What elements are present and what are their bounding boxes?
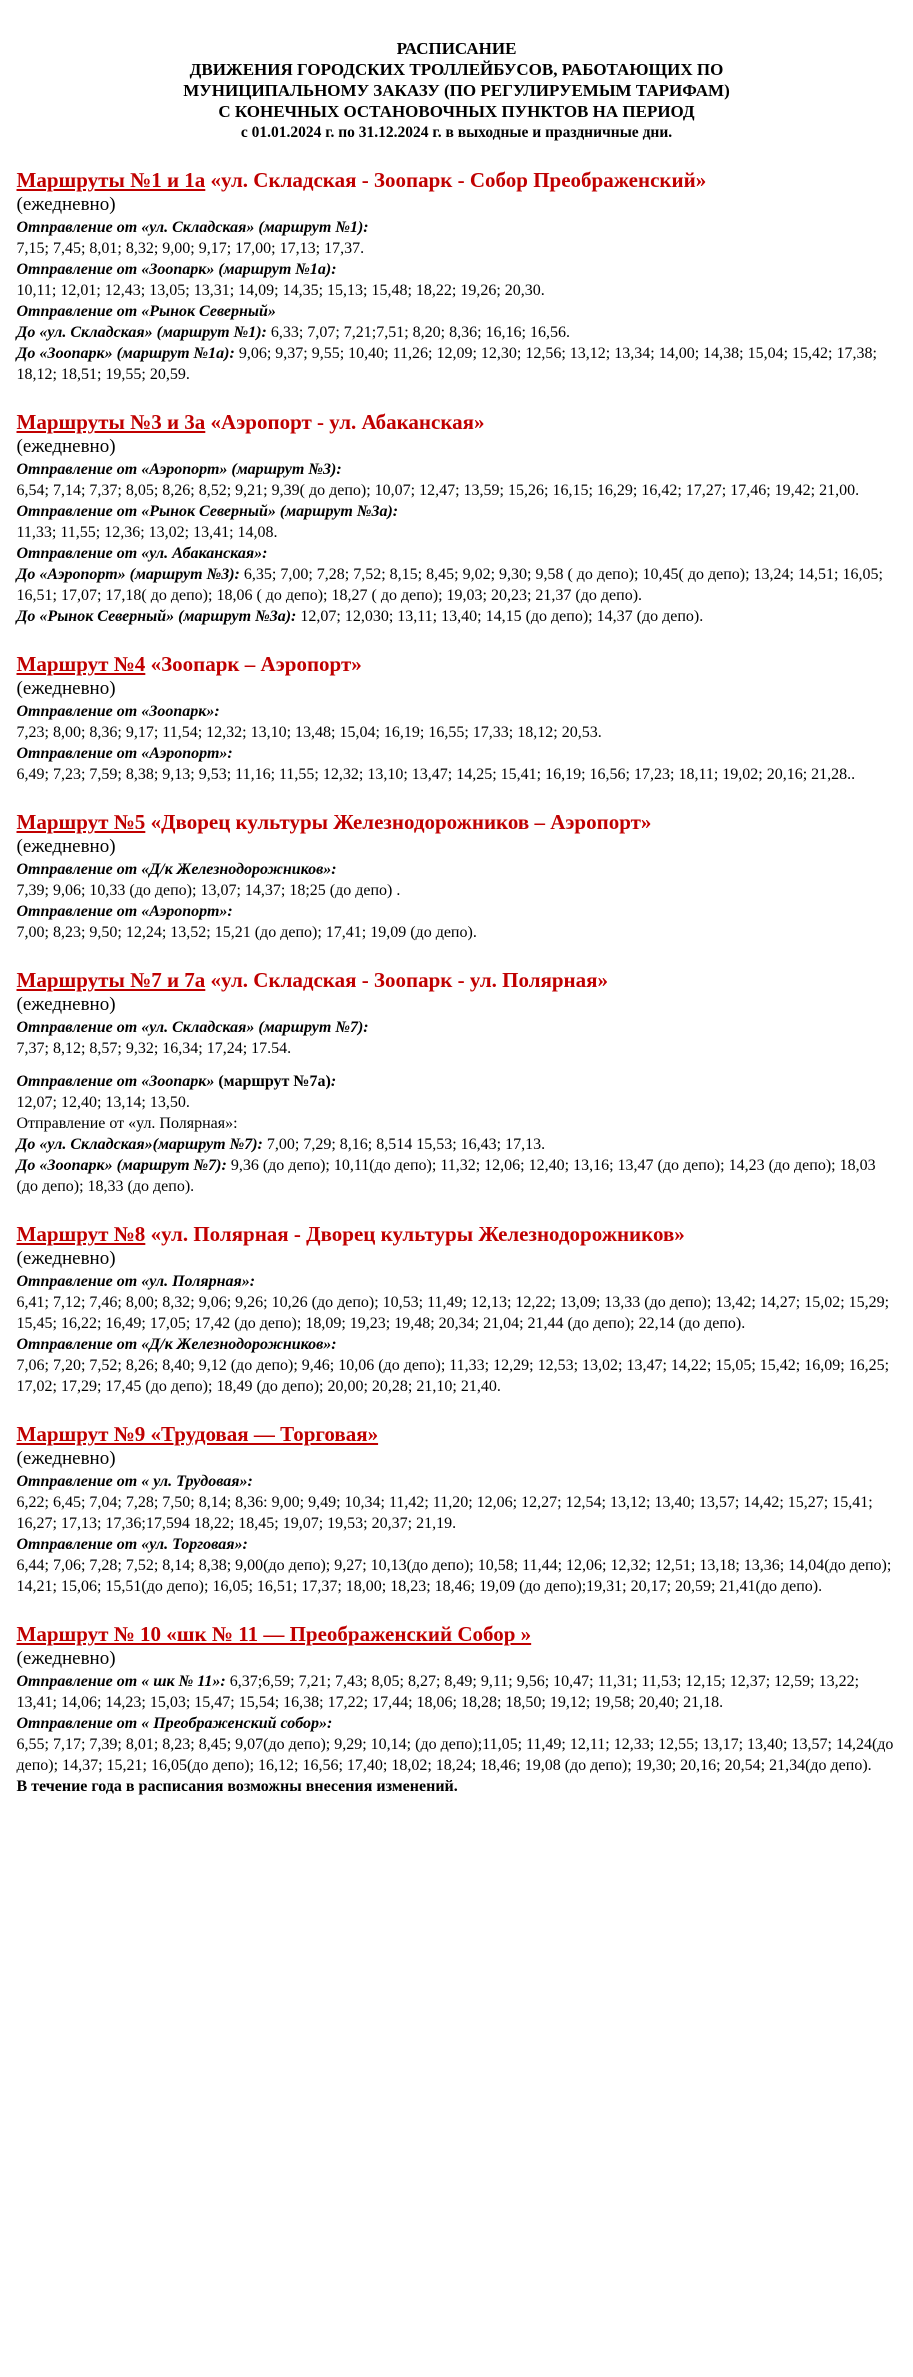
route-5-name: Маршрут №5 — [16, 810, 146, 834]
route-10-times-1: 6,37;6,59; 7,21; 7,43; 8,05; 8,27; 8,49; 9,11; 9,56; 10,47; 11,31; 11,53; 12,15; 12,37; 12,59; 13,22; 13,41; 14,06; 14,23; 15,03; 15,47; 15,54; 16,38; 17,22; 17,44; 18,06; 18,28; 18,50; 19,12; 19,58; 20,40; 21,18. — [16, 1673, 860, 1711]
route-7-line-5 — [17, 1155, 897, 1197]
route-3-line-4 — [17, 564, 897, 606]
route-8-times-1: 6,41; 7,12; 7,46; 8,00; 8,32; 9,06; 9,26; 10,26 (до депо); 10,53; 11,49; 12,13; 12,22; 13,09; 13,33 (до депо); 13,42; 14,27; 15,02; 15,29; 15,45; 16,22; 16,49; 17,05; 17,42 (до депо); 18,09; 19,23; 19,48; 20,34; 21,04; 21,44 (до депо); 22,14 (до депо). — [16, 1294, 890, 1332]
route-7-times-4: 7,00; 7,29; 8,16; 8,514 15,53; 16,43; 17,13. — [266, 1136, 546, 1153]
route-7-departure-2-b: (маршрут №7а) — [214, 1073, 331, 1090]
route-10-times-2: 6,55; 7,17; 7,39; 8,01; 8,23; 8,45; 9,07(до депо); 9,29; 10,14; (до депо);11,05; 11,49; 12,11; 12,33; 12,55; 13,17; 13,40; 13,57; 14,24(до депо); 14,37; 15,21; 16,05(до депо); 16,12; 16,56; 17,40; 18,02; 18,24; 18,46; 19,08 (до депо); 19,30; 20,16; 20,54; 21,34(до депо). — [16, 1736, 894, 1774]
route-1-name: Маршруты №1 и 1а — [16, 168, 206, 192]
route-1-times-2: 10,11; 12,01; 12,43; 13,05; 13,31; 14,09; 14,35; 15,13; 15,48; 18,22; 19,26; 20,30. — [16, 282, 545, 299]
route-3-departure-4: До «Аэропорт» (маршрут №3): — [16, 566, 240, 583]
route-1-departure-4: До «ул. Складская» (маршрут №1): — [16, 324, 267, 341]
route-1-departure-5: До «Зоопарк» (маршрут №1а): — [16, 345, 235, 362]
route-3-line-5 — [17, 606, 897, 627]
route-9-departure-2: Отправление от «ул. Торговая»: — [16, 1536, 248, 1553]
route-1-line-5 — [17, 343, 897, 385]
route-7-departure-4: До «ул. Складская»(маршрут №7): — [16, 1136, 263, 1153]
route-5-path: «Дворец культуры Железнодорожников – Аэропорт» — [150, 810, 652, 834]
route-3-departure-5: До «Рынок Северный» (маршрут №3а): — [16, 608, 297, 625]
route-1-departure-3: Отправление от «Рынок Северный» — [16, 303, 276, 320]
route-10-departure-1: Отправление от « шк № 11»: — [16, 1673, 226, 1690]
route-7-path: «ул. Складская - Зоопарк - ул. Полярная» — [210, 968, 608, 992]
footer-note: В течение года в расписания возможны внесения изменений. — [16, 1778, 458, 1795]
route-1-path: «ул. Складская - Зоопарк - Собор Преображенский» — [210, 168, 707, 192]
route-7-times-5: 9,36 (до депо); 10,11(до депо); 11,32; 12,06; 12,40; 13,16; 13,47 (до депо); 14,23 (до депо); 18,03 (до депо); 18,33 (до депо). — [16, 1157, 876, 1195]
route-7-departure-5: До «Зоопарк» (маршрут №7): — [16, 1157, 227, 1174]
route-1-times-1: 7,15; 7,45; 8,01; 8,32; 9,00; 9,17; 17,00; 17,13; 17,37. — [16, 240, 365, 257]
route-7-departure-2-c: : — [330, 1073, 337, 1090]
route-8-daily: (ежедневно) — [16, 1248, 116, 1269]
route-3-path: «Аэропорт - ул. Абаканская» — [210, 410, 485, 434]
header-line-2: ДВИЖЕНИЯ ГОРОДСКИХ ТРОЛЛЕЙБУСОВ, РАБОТАЮЩИХ ПО — [189, 60, 724, 79]
route-7-departure-1: Отправление от «ул. Складская» (маршрут №7): — [16, 1019, 369, 1036]
route-7-departure-2 — [17, 1071, 897, 1092]
route-10-daily: (ежедневно) — [16, 1648, 116, 1669]
route-3-times-1: 6,54; 7,14; 7,37; 8,05; 8,26; 8,52; 9,21; 9,39( до депо); 10,07; 12,47; 13,59; 15,26; 16,15; 16,29; 16,42; 17,27; 17,46; 19,42; 21,00. — [16, 482, 860, 499]
route-8-departure-2: Отправление от «Д/к Железнодорожников»: — [16, 1336, 337, 1353]
route-4-section — [17, 651, 897, 785]
route-8-name: Маршрут №8 — [16, 1222, 146, 1246]
route-4-title — [17, 651, 897, 677]
route-3-title — [17, 409, 897, 435]
route-9-title — [17, 1421, 897, 1447]
route-5-times-2: 7,00; 8,23; 9,50; 12,24; 13,52; 15,21 (до депо); 17,41; 19,09 (до депо). — [16, 924, 477, 941]
route-3-departure-2: Отправление от «Рынок Северный» (маршрут №3а): — [16, 503, 399, 520]
route-3-daily: (ежедневно) — [16, 436, 116, 457]
route-7-section — [17, 967, 897, 1197]
route-9-section — [17, 1421, 897, 1597]
route-8-path: «ул. Полярная - Дворец культуры Железнодорожников» — [150, 1222, 685, 1246]
route-4-path: «Зоопарк – Аэропорт» — [150, 652, 362, 676]
route-8-section — [17, 1221, 897, 1397]
schedule-document — [17, 0, 897, 1797]
route-10-name: Маршрут № 10 «шк № 11 — Преображенский Собор » — [16, 1622, 532, 1646]
route-10-departure-2: Отправление от « Преображенский собор»: — [16, 1715, 333, 1732]
route-1-daily: (ежедневно) — [16, 194, 116, 215]
route-5-departure-1: Отправление от «Д/к Железнодорожников»: — [16, 861, 337, 878]
route-7-name: Маршруты №7 и 7а — [16, 968, 206, 992]
route-3-times-2: 11,33; 11,55; 12,36; 13,02; 13,41; 14,08. — [16, 524, 278, 541]
route-3-departure-1: Отправление от «Аэропорт» (маршрут №3): — [16, 461, 342, 478]
route-5-departure-2: Отправление от «Аэропорт»: — [16, 903, 233, 920]
route-7-departure-3: Отправление от «ул. Полярная»: — [16, 1115, 238, 1132]
header-line-3: МУНИЦИПАЛЬНОМУ ЗАКАЗУ (ПО РЕГУЛИРУЕМЫМ ТАРИФАМ) — [183, 81, 730, 100]
route-1-line-4 — [17, 322, 897, 343]
route-3-times-5: 12,07; 12,030; 13,11; 13,40; 14,15 (до депо); 14,37 (до депо). — [300, 608, 704, 625]
route-9-times-2: 6,44; 7,06; 7,28; 7,52; 8,14; 8,38; 9,00(до депо); 9,27; 10,13(до депо); 10,58; 11,44; 12,06; 12,32; 12,51; 13,18; 13,36; 14,04(до депо); 14,21; 15,06; 15,51(до депо); 16,05; 16,51; 17,37; 18,00; 18,23; 18,46; 19,09 (до депо);19,31; 20,17; 20,59; 21,41(до депо). — [16, 1557, 892, 1595]
route-9-departure-1: Отправление от « ул. Трудовая»: — [16, 1473, 253, 1490]
route-3-departure-3: Отправление от «ул. Абаканская»: — [16, 545, 268, 562]
route-4-departure-2: Отправление от «Аэропорт»: — [16, 745, 233, 762]
route-1-times-5: 9,06; 9,37; 9,55; 10,40; 11,26; 12,09; 12,30; 12,56; 13,12; 13,34; 14,00; 14,38; 15,04; 15,42; 17,38; 18,12; 18,51; 19,55; 20,59. — [16, 345, 877, 383]
route-10-line-1 — [17, 1671, 897, 1713]
route-7-times-1: 7,37; 8,12; 8,57; 9,32; 16,34; 17,24; 17.54. — [16, 1040, 292, 1057]
route-5-daily: (ежедневно) — [16, 836, 116, 857]
route-9-name: Маршрут №9 «Трудовая — Торговая» — [16, 1422, 379, 1446]
route-5-section — [17, 809, 897, 943]
route-10-title — [17, 1621, 897, 1647]
route-4-times-1: 7,23; 8,00; 8,36; 9,17; 11,54; 12,32; 13,10; 13,48; 15,04; 16,19; 16,55; 17,33; 18,12; 20,53. — [16, 724, 602, 741]
route-7-times-2: 12,07; 12,40; 13,14; 13,50. — [16, 1094, 190, 1111]
route-1-times-4: 6,33; 7,07; 7,21;7,51; 8,20; 8,36; 16,16; 16,56. — [270, 324, 570, 341]
route-4-departure-1: Отправление от «Зоопарк»: — [16, 703, 220, 720]
route-7-line-4 — [17, 1134, 897, 1155]
route-9-daily: (ежедневно) — [16, 1448, 116, 1469]
route-1-title — [17, 167, 897, 193]
route-4-daily: (ежедневно) — [16, 678, 116, 699]
route-7-title — [17, 967, 897, 993]
route-1-section — [17, 167, 897, 385]
route-1-departure-1: Отправление от «ул. Складская» (маршрут №1): — [16, 219, 369, 236]
header-period: с 01.01.2024 г. по 31.12.2024 г. в выходные и праздничные дни. — [240, 124, 673, 141]
header-line-4: С КОНЕЧНЫХ ОСТАНОВОЧНЫХ ПУНКТОВ НА ПЕРИОД — [218, 102, 695, 121]
document-header — [17, 38, 897, 143]
route-9-times-1: 6,22; 6,45; 7,04; 7,28; 7,50; 8,14; 8,36: 9,00; 9,49; 10,34; 11,42; 11,20; 12,06; 12,27; 12,54; 13,12; 13,40; 13,57; 14,42; 15,27; 15,41; 16,27; 17,13; 17,36;17,594 18,22; 18,45; 19,07; 19,53; 20,37; 21,19. — [16, 1494, 873, 1532]
route-4-times-2: 6,49; 7,23; 7,59; 8,38; 9,13; 9,53; 11,16; 11,55; 12,32; 13,10; 13,47; 14,25; 15,41; 16,19; 16,56; 17,23; 18,11; 19,02; 20,16; 21,28.. — [16, 766, 856, 783]
route-7-daily: (ежедневно) — [16, 994, 116, 1015]
route-3-times-4: 6,35; 7,00; 7,28; 7,52; 8,15; 8,45; 9,02; 9,30; 9,58 ( до депо); 10,45( до депо); 13,24; 14,51; 16,05; 16,51; 17,07; 17,18( до депо); 18,06 ( до депо); 18,27 ( до депо); 19,03; 20,23; 21,37 (до депо). — [16, 566, 883, 604]
route-8-times-2: 7,06; 7,20; 7,52; 8,26; 8,40; 9,12 (до депо); 9,46; 10,06 (до депо); 11,33; 12,29; 12,53; 13,02; 13,47; 14,22; 15,05; 15,42; 16,09; 16,25; 17,02; 17,29; 17,45 (до депо); 18,49 (до депо); 20,00; 20,28; 21,10; 21,40. — [16, 1357, 890, 1395]
route-10-section — [17, 1621, 897, 1797]
header-line-1: РАСПИСАНИЕ — [396, 39, 517, 58]
route-3-name: Маршруты №3 и 3а — [16, 410, 206, 434]
route-5-title — [17, 809, 897, 835]
route-3-section — [17, 409, 897, 627]
route-7-departure-2-a: Отправление от «Зоопарк» — [16, 1073, 215, 1090]
route-8-departure-1: Отправление от «ул. Полярная»: — [16, 1273, 256, 1290]
route-5-times-1: 7,39; 9,06; 10,33 (до депо); 13,07; 14,37; 18;25 (до депо) . — [16, 882, 401, 899]
route-8-title — [17, 1221, 897, 1247]
route-1-departure-2: Отправление от «Зоопарк» (маршрут №1а): — [16, 261, 337, 278]
route-4-name: Маршрут №4 — [16, 652, 146, 676]
